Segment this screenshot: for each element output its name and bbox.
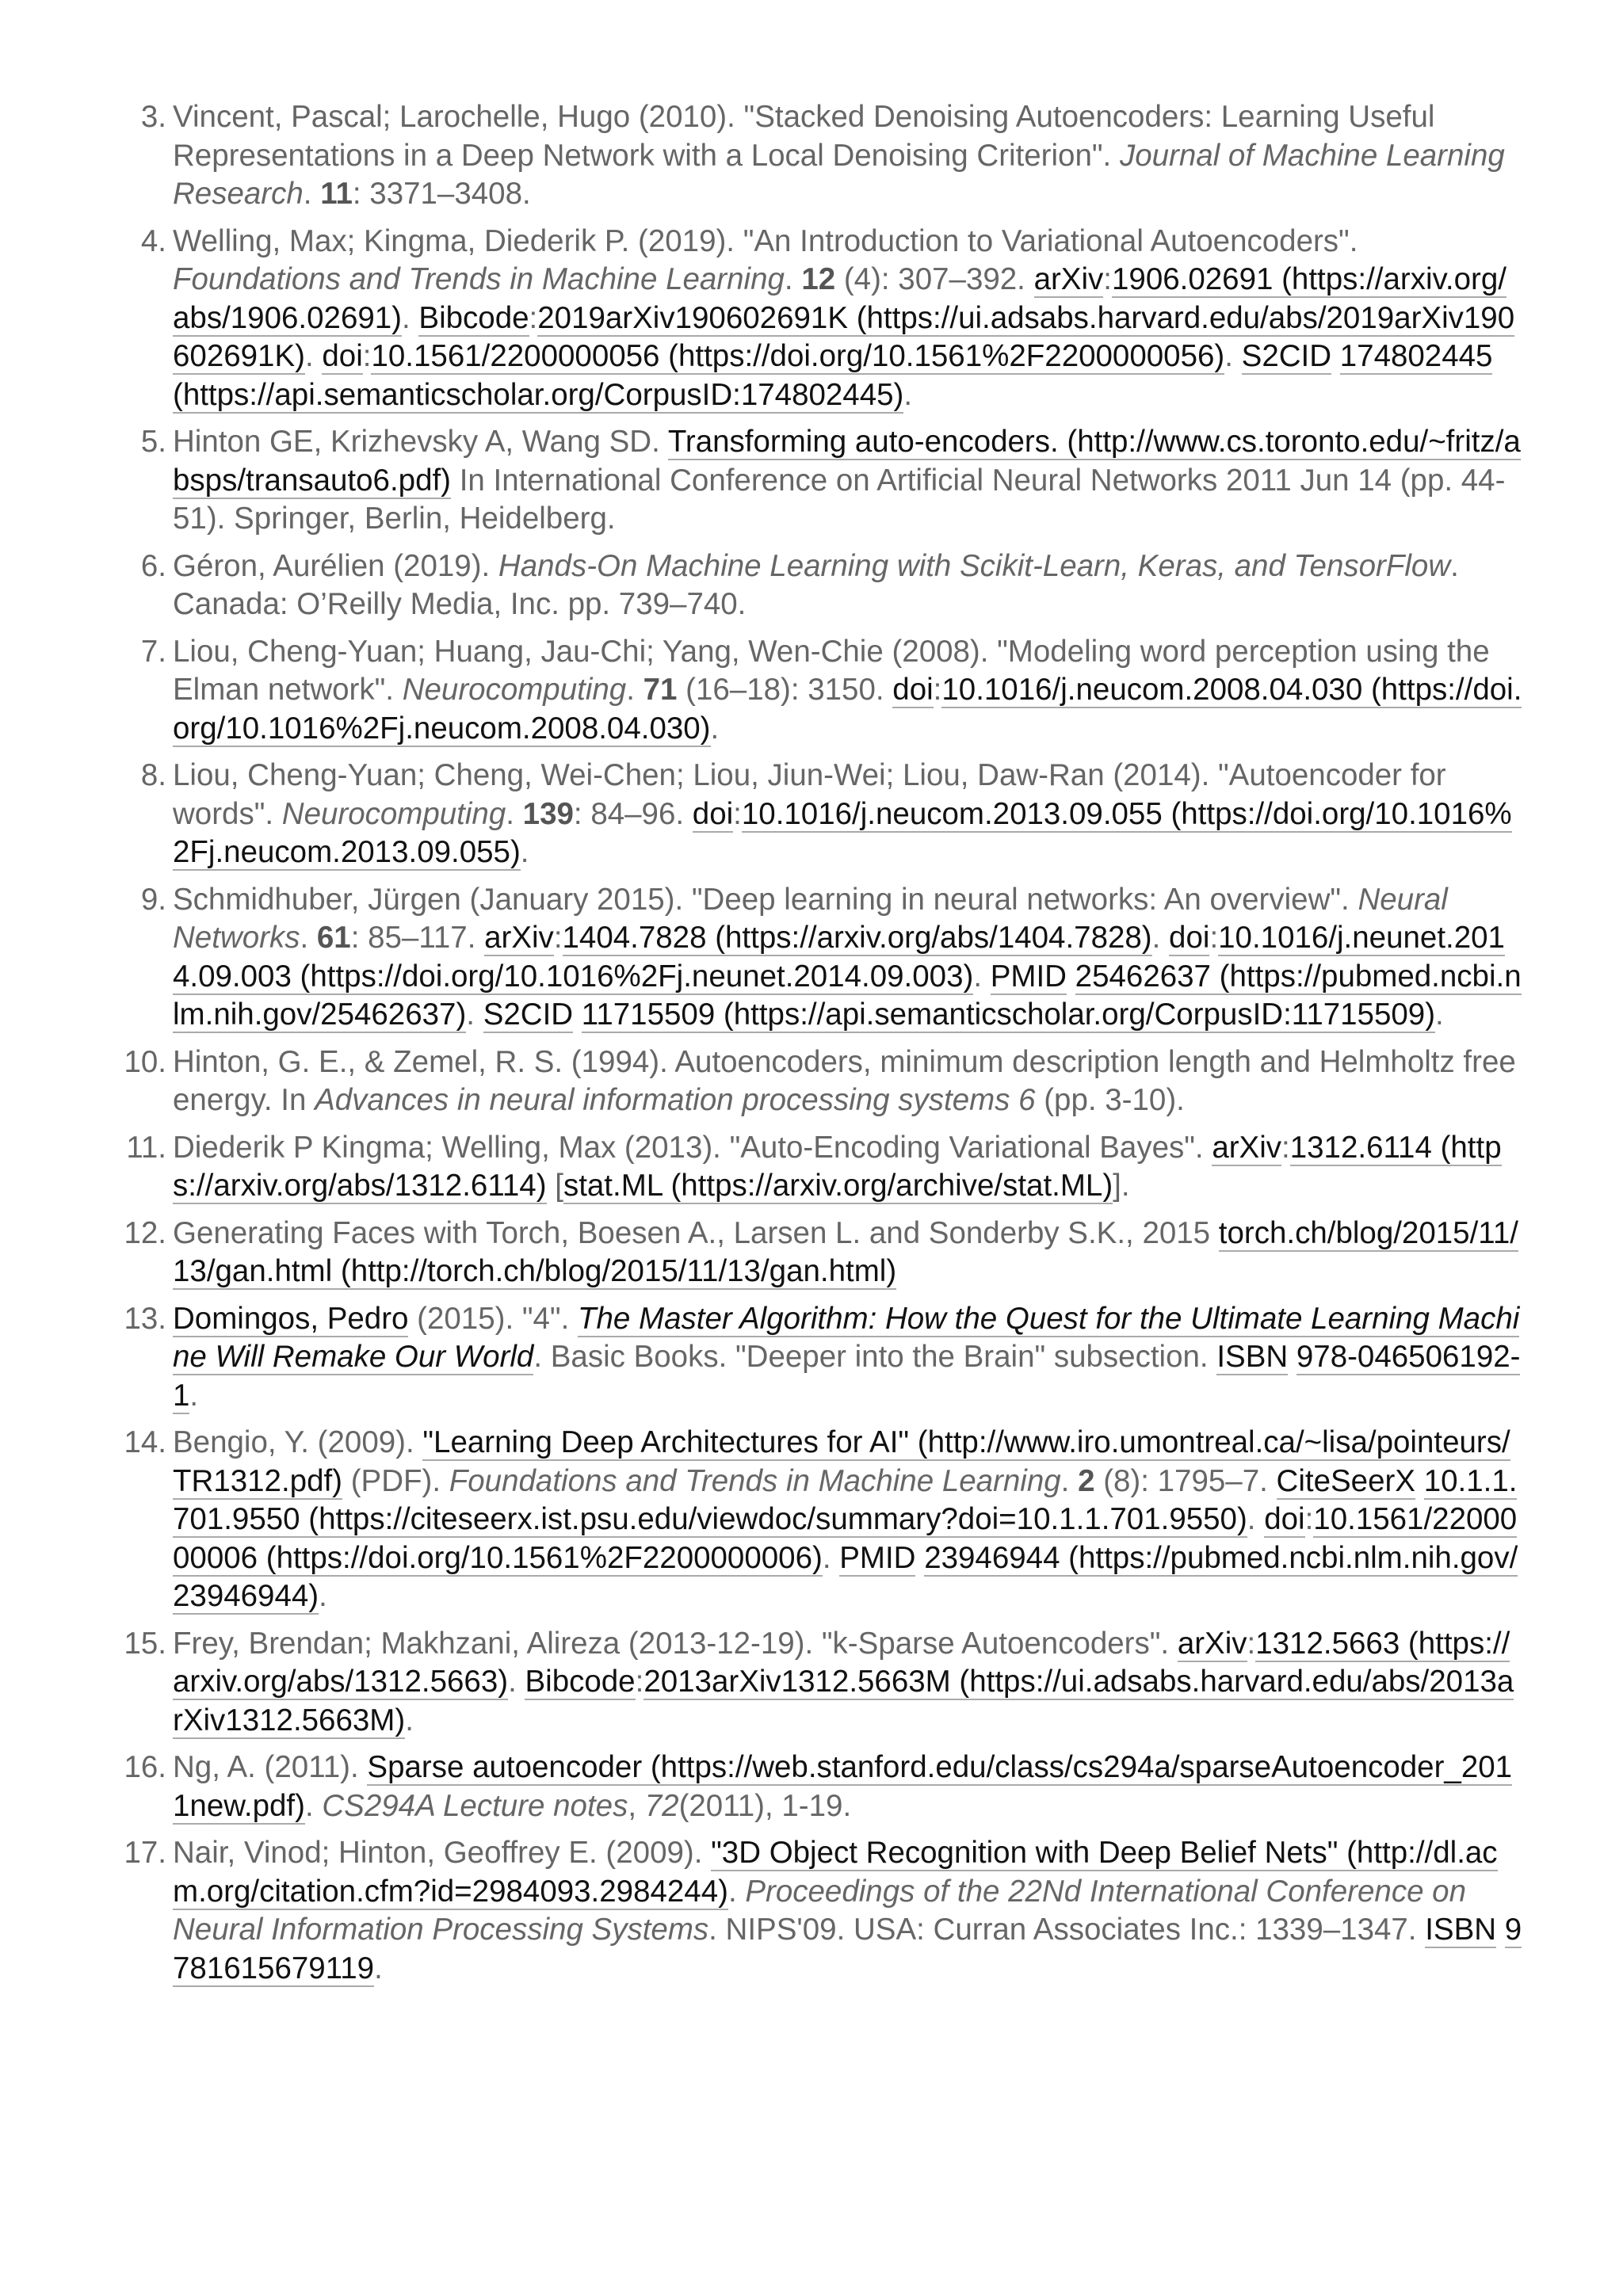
reference-link[interactable]: 10.1016/j.neucom.2008.04.030 (https://doi.org/10.1016%2Fj.neucom.2008.04.030) [173, 673, 1522, 746]
reference-link[interactable]: 10.1016/j.neunet.2014.09.003 (https://doi.org/10.1016%2Fj.neunet.2014.09.003) [173, 921, 1505, 994]
reference-link[interactable]: 10.1561/2200000006 (https://doi.org/10.1561%2F2200000006) [173, 1502, 1518, 1575]
reference-number: 3. [140, 100, 166, 134]
reference-link[interactable]: 23946944 (https://pubmed.ncbi.nlm.nih.gov/23946944) [173, 1540, 1518, 1613]
reference-text: . [822, 1540, 840, 1575]
reference-text: Generating Faces with Torch, Boesen A., Larsen L. and Sonderby S.K., 2015 [173, 1215, 1219, 1250]
reference-link[interactable]: 1312.6114 (https://arxiv.org/abs/1312.6114) [173, 1130, 1502, 1203]
reference-text: (16–18): 3150. [677, 673, 893, 707]
reference-text [1288, 1340, 1296, 1374]
reference-text [1067, 959, 1075, 994]
reference-text: : 3371–3408. [352, 177, 531, 211]
reference-link[interactable]: doi [322, 339, 363, 373]
reference-number: 5. [140, 425, 166, 459]
reference-item [136, 223, 1523, 415]
reference-text: . [784, 262, 802, 296]
reference-link[interactable]: Transforming auto-encoders. (http://www.cs.toronto.edu/~fritz/absps/transauto6.pdf) [173, 425, 1521, 498]
reference-link[interactable]: 2013arXiv1312.5663M (https://ui.adsabs.harvard.edu/abs/2013arXiv1312.5663M) [173, 1665, 1514, 1737]
reference-italic-text: Advances in neural information processing systems 6 [315, 1083, 1036, 1117]
reference-link[interactable]: arXiv [1212, 1130, 1282, 1165]
reference-text: . [1247, 1502, 1265, 1536]
reference-text: : [1209, 921, 1219, 955]
reference-text: : [1103, 262, 1112, 296]
reference-link[interactable]: "3D Object Recognition with Deep Belief Nets" (http://dl.acm.org/citation.cfm?id=2984093.2984244) [173, 1836, 1498, 1909]
reference-text: . [374, 1951, 383, 1985]
reference-italic-text: Journal of Machine Learning Research [173, 138, 1505, 211]
reference-text: (4): 307–392. [835, 262, 1034, 296]
reference-italic-text: CS294A Lecture notes [322, 1788, 628, 1823]
reference-link[interactable]: S2CID [483, 997, 574, 1032]
reference-item [124, 1300, 1523, 1416]
reference-link[interactable]: 9781615679119 [173, 1913, 1522, 1985]
reference-number: 6. [140, 548, 166, 583]
reference-link[interactable]: 10.1561/2200000056 (https://doi.org/10.1561%2F2200000056) [371, 339, 1225, 373]
reference-text [1415, 1464, 1424, 1498]
reference-number: 17. [124, 1836, 166, 1870]
reference-number: 9. [140, 882, 166, 917]
reference-volume: 12 [801, 262, 836, 296]
reference-italic-text: 72 [644, 1788, 679, 1823]
reference-link[interactable]: ISBN [1216, 1340, 1289, 1374]
reference-text: . [1060, 1463, 1079, 1498]
reference-link[interactable]: 2019arXiv190602691K (https://ui.adsabs.harvard.edu/abs/2019arXiv190602691K) [173, 300, 1515, 373]
reference-list [124, 98, 1523, 1997]
reference-item [124, 1834, 1523, 1988]
reference-volume: 61 [316, 921, 351, 955]
reference-item [124, 1043, 1523, 1120]
reference-text: ]. [1113, 1169, 1130, 1203]
reference-italic-text: Hands-On Machine Learning with Scikit-Learn, Keras, and TensorFlow [498, 548, 1451, 583]
reference-text: : 85–117. [350, 921, 485, 955]
reference-number: 15. [124, 1626, 166, 1661]
reference-text: : [553, 921, 563, 955]
reference-text: Ng, A. (2011). [173, 1750, 368, 1784]
reference-link[interactable]: doi [692, 796, 734, 831]
reference-volume: 139 [522, 796, 574, 831]
reference-link[interactable]: arXiv [1033, 262, 1104, 296]
reference-item [124, 1625, 1523, 1741]
reference-text: Nair, Vinod; Hinton, Geoffrey E. (2009). [173, 1836, 712, 1870]
reference-text: . [405, 1703, 414, 1737]
reference-link[interactable]: 1404.7828 (https://arxiv.org/abs/1404.7828) [562, 921, 1152, 955]
reference-item [136, 98, 1523, 214]
reference-text [1331, 339, 1340, 373]
reference-item [136, 547, 1523, 624]
reference-link[interactable]: doi [892, 673, 934, 707]
reference-number: 8. [140, 758, 166, 792]
reference-link[interactable]: Sparse autoencoder (https://web.stanford.edu/class/cs294a/sparseAutoencoder_2011new.pdf) [173, 1750, 1513, 1823]
reference-item [136, 423, 1523, 539]
reference-text: . [300, 921, 317, 955]
reference-text: : [362, 339, 372, 373]
reference-text: (PDF). [342, 1463, 449, 1498]
reference-text: . [1224, 339, 1242, 373]
reference-number: 13. [124, 1301, 166, 1336]
reference-link[interactable]: 25462637 (https://pubmed.ncbi.nlm.nih.gov/25462637) [173, 959, 1522, 1032]
reference-text: . [303, 177, 321, 211]
reference-link[interactable]: S2CID [1241, 339, 1332, 373]
reference-text: : [635, 1665, 644, 1699]
reference-item [126, 1129, 1523, 1206]
reference-link[interactable]: CiteSeerX [1276, 1463, 1415, 1498]
reference-link[interactable]: 174802445 (https://api.semanticscholar.org/CorpusID:174802445) [173, 339, 1493, 412]
reference-text: . NIPS'09. USA: Curran Associates Inc.: 1339–1347. [708, 1913, 1426, 1947]
reference-text: . [189, 1378, 199, 1413]
reference-link[interactable]: PMID [839, 1540, 916, 1575]
reference-text: : 84–96. [573, 796, 693, 831]
reference-link[interactable]: 1906.02691 (https://arxiv.org/abs/1906.02691) [173, 262, 1507, 335]
reference-link[interactable]: doi [1264, 1502, 1305, 1536]
reference-link[interactable]: doi [1169, 921, 1210, 955]
reference-link[interactable]: Bibcode [525, 1665, 636, 1699]
reference-text: (8): 1795–7. [1094, 1463, 1277, 1498]
reference-text: Liou, Cheng-Yuan; Huang, Jau-Chi; Yang, Wen-Chie (2008). "Modeling word perception using the Elman network". [173, 634, 1490, 707]
reference-item [136, 757, 1523, 872]
reference-text: : [1247, 1626, 1256, 1661]
reference-italic-text: Foundations and Trends in Machine Learning [449, 1463, 1061, 1498]
reference-link[interactable]: arXiv [484, 921, 554, 955]
reference-link[interactable]: 1312.5663 (https://arxiv.org/abs/1312.5663) [173, 1626, 1510, 1699]
reference-text [915, 1541, 924, 1575]
reference-text: . [506, 796, 523, 831]
reference-item [136, 881, 1523, 1035]
reference-text: Welling, Max; Kingma, Diederik P. (2019). "An Introduction to Variational Autoencoders". [173, 223, 1358, 258]
reference-item [124, 1749, 1523, 1825]
reference-link[interactable]: 10.1.1.701.9550 (https://citeseerx.ist.psu.edu/viewdoc/summary?doi=10.1.1.701.9550) [173, 1463, 1518, 1536]
reference-text: . [402, 300, 419, 335]
reference-link[interactable]: The Master Algorithm: How the Quest for the Ultimate Learning Machine Will Remake Our World [173, 1301, 1520, 1374]
reference-text: . Basic Books. "Deeper into the Brain" subsection. [533, 1340, 1217, 1374]
reference-italic-text: Neurocomputing [402, 673, 627, 707]
reference-text: . [973, 959, 991, 994]
reference-text: (2011), 1-19. [678, 1788, 852, 1823]
reference-number: 12. [124, 1215, 166, 1250]
reference-text: Liou, Cheng-Yuan; Cheng, Wei-Chen; Liou, Jiun-Wei; Liou, Daw-Ran (2014). "Autoencoder for words". [173, 758, 1446, 831]
reference-text: . [1435, 997, 1444, 1032]
reference-text: Vincent, Pascal; Larochelle, Hugo (2010). "Stacked Denoising Autoencoders: Learning Useful Representations in a Deep Network with a Local Denoising Criterion". [173, 100, 1435, 173]
reference-text: Géron, Aurélien (2019). [173, 548, 498, 583]
reference-number: 10. [124, 1044, 166, 1079]
reference-text: . [1151, 921, 1170, 955]
reference-text: : [529, 300, 538, 335]
reference-text: Schmidhuber, Jürgen (January 2015). "Deep learning in neural networks: An overview". [173, 882, 1358, 917]
reference-link[interactable]: torch.ch/blog/2015/11/13/gan.html (http://torch.ch/blog/2015/11/13/gan.html) [173, 1215, 1518, 1288]
reference-italic-text: Proceedings of the 22Nd International Conference on Neural Information Processing Systems [173, 1874, 1466, 1947]
reference-volume: 2 [1078, 1463, 1095, 1498]
reference-text: . [520, 835, 529, 869]
reference-text: (pp. 3-10). [1035, 1083, 1185, 1117]
reference-volume: 11 [320, 177, 353, 211]
reference-text: Hinton, G. E., & Zemel, R. S. (1994). Autoencoders, minimum description length and Helmholtz free energy. In [173, 1044, 1516, 1117]
reference-text: . [710, 711, 720, 746]
reference-number: 11. [126, 1130, 166, 1165]
reference-text: . [319, 1579, 327, 1613]
reference-text: : [1281, 1130, 1290, 1165]
reference-number: 4. [140, 223, 166, 258]
reference-link[interactable]: stat.ML (https://arxiv.org/archive/stat.ML) [563, 1169, 1113, 1203]
reference-text: (2015). "4". [408, 1301, 578, 1336]
reference-text: . [626, 673, 643, 707]
reference-number: 16. [124, 1750, 166, 1784]
reference-italic-text: Neurocomputing [281, 796, 506, 831]
reference-text: In International Conference on Artificial Neural Networks 2011 Jun 14 (pp. 44-51). Springer, Berlin, Heidelberg. [173, 463, 1506, 536]
reference-text: . [304, 339, 323, 373]
reference-text: : [733, 796, 742, 831]
reference-volume: 71 [643, 673, 678, 707]
reference-italic-text: Foundations and Trends in Machine Learning [173, 262, 785, 296]
reference-link[interactable]: "Learning Deep Architectures for AI" (http://www.iro.umontreal.ca/~lisa/pointeurs/TR1312.pdf) [173, 1425, 1510, 1498]
reference-text: [ [546, 1169, 563, 1203]
reference-italic-text: Neural Networks [173, 882, 1448, 955]
reference-text: . [508, 1665, 525, 1699]
reference-item [124, 1424, 1523, 1616]
reference-text: . [466, 997, 483, 1032]
reference-text: , [628, 1788, 645, 1823]
reference-link[interactable]: 978-046506192-1 [173, 1340, 1521, 1413]
reference-link[interactable]: Bibcode [418, 300, 529, 335]
reference-item [136, 633, 1523, 749]
reference-link[interactable]: 11715509 (https://api.semanticscholar.org/CorpusID:11715509) [581, 997, 1436, 1032]
reference-text: . [903, 377, 913, 412]
reference-text: . Canada: O’Reilly Media, Inc. pp. 739–740. [173, 548, 1459, 621]
reference-text: Hinton GE, Krizhevsky A, Wang SD. [173, 425, 668, 459]
reference-text [1496, 1913, 1505, 1947]
reference-number: 14. [124, 1425, 166, 1459]
reference-text: : [933, 673, 942, 707]
reference-link[interactable]: 10.1016/j.neucom.2013.09.055 (https://doi.org/10.1016%2Fj.neucom.2013.09.055) [173, 796, 1512, 869]
reference-text: . [727, 1874, 746, 1909]
reference-link[interactable]: PMID [990, 959, 1067, 994]
reference-text: . [304, 1788, 323, 1823]
reference-number: 7. [140, 634, 166, 669]
reference-text: Diederik P Kingma; Welling, Max (2013). "Auto-Encoding Variational Bayes". [173, 1130, 1212, 1165]
reference-item [124, 1215, 1523, 1291]
reference-link[interactable]: Domingos, Pedro [173, 1301, 409, 1336]
reference-link[interactable]: arXiv [1177, 1626, 1247, 1661]
reference-text [573, 997, 582, 1032]
reference-link[interactable]: ISBN [1425, 1913, 1497, 1947]
reference-text: Bengio, Y. (2009). [173, 1425, 423, 1459]
reference-text: Frey, Brendan; Makhzani, Alireza (2013-12-19). "k-Sparse Autoencoders". [173, 1626, 1178, 1661]
reference-text: : [1304, 1502, 1314, 1536]
